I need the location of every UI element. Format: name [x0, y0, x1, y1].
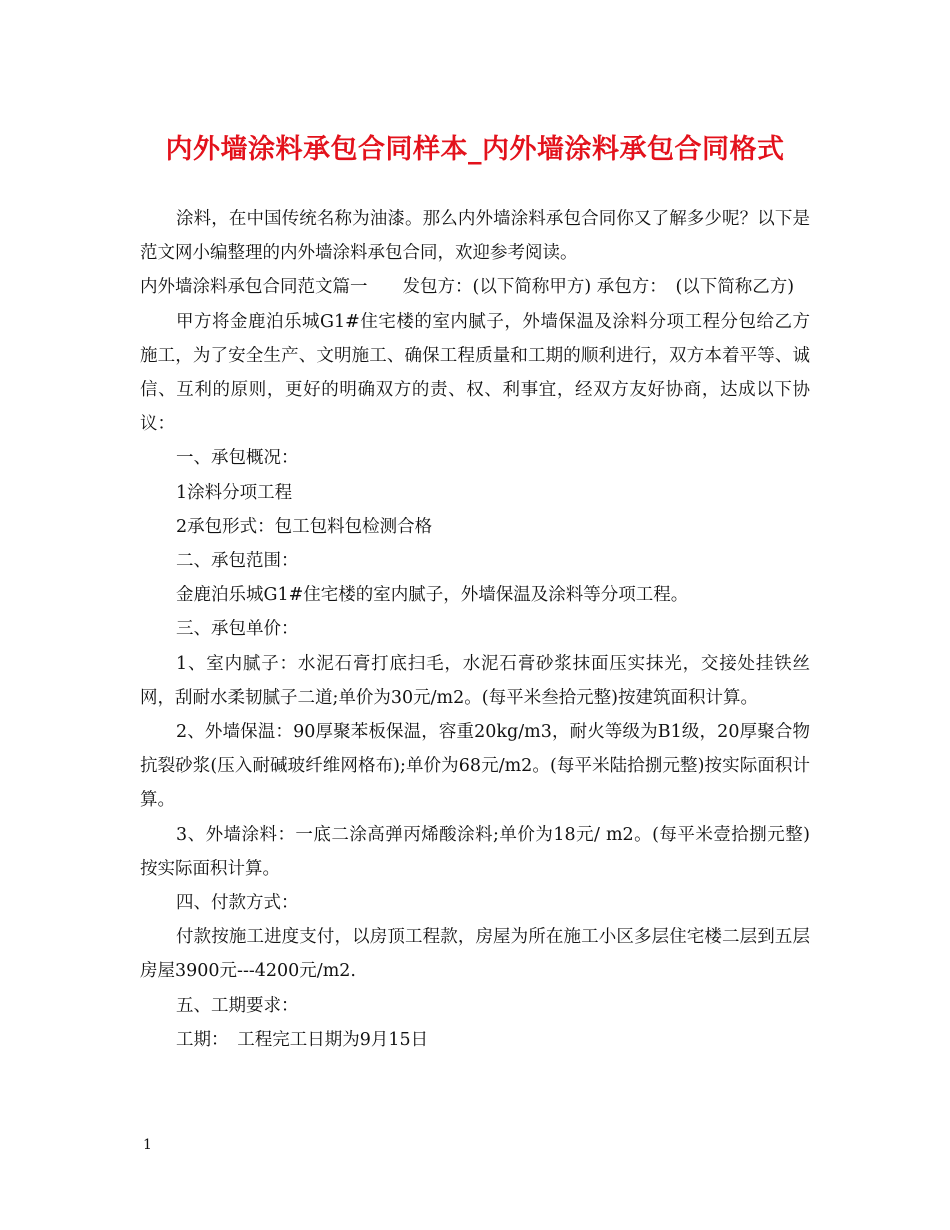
intro-paragraph: 涂料，在中国传统名称为油漆。那么内外墙涂料承包合同你又了解多少呢？以下是范文网小编整理的内外墙涂料承包合同，欢迎参考阅读。 — [140, 209, 810, 264]
schedule-paragraph: 工期： 工程完工日期为9月15日 — [176, 1029, 429, 1050]
section-heading-payment: 四、付款方式： — [176, 893, 299, 914]
unit-price-item-3: 3、外墙涂料：一底二涂高弹丙烯酸涂料;单价为18元/ m2。(每平米壹拾捌元整)按实际面积计算。 — [140, 824, 810, 879]
section-heading-overview: 一、承包概况： — [176, 448, 299, 469]
section-heading-scope: 二、承包范围： — [176, 551, 299, 572]
page-number: 1 — [143, 1137, 152, 1153]
agreement-paragraph: 甲方将金鹿泊乐城G1#住宅楼的室内腻子，外墙保温及涂料分项工程分包给乙方施工，为了安全生产、文明施工、确保工程质量和工期的顺利进行，双方本着平等、诚信、互利的原则，更好的明确双方的责、权、利事宜，经双方友好协商，达成以下协议： — [140, 311, 810, 435]
document-title: 内外墙涂料承包合同样本_内外墙涂料承包合同格式 — [165, 134, 785, 165]
document-body — [140, 202, 810, 1057]
section-heading-schedule: 五、工期要求： — [176, 995, 299, 1016]
section-heading-unit-price: 三、承包单价： — [176, 619, 299, 640]
scope-paragraph: 金鹿泊乐城G1#住宅楼的室内腻子，外墙保温及涂料等分项工程。 — [176, 585, 689, 606]
unit-price-item-1: 1、室内腻子：水泥石膏打底扫毛，水泥石膏砂浆抹面压实抹光，交接处挂铁丝网，刮耐水柔韧腻子二道;单价为30元/m2。(每平米叁拾元整)按建筑面积计算。 — [140, 653, 810, 708]
payment-paragraph: 付款按施工进度支付，以房顶工程款，房屋为所在施工小区多层住宅楼二层到五层房屋3900元---4200元/m2. — [140, 927, 810, 982]
contract-parties-line: 内外墙涂料承包合同范文篇一 发包方：(以下简称甲方) 承包方： (以下简称乙方) — [140, 277, 795, 298]
overview-item-2: 2承包形式：包工包料包检测合格 — [176, 516, 433, 537]
overview-item-1: 1涂料分项工程 — [176, 482, 293, 503]
unit-price-item-2: 2、外墙保温：90厚聚苯板保温，容重20kg/m3，耐火等级为B1级，20厚聚合物抗裂砂浆(压入耐碱玻纤维网格布);单价为68元/m2。(每平米陆拾捌元整)按实际面积计算。 — [140, 722, 810, 811]
